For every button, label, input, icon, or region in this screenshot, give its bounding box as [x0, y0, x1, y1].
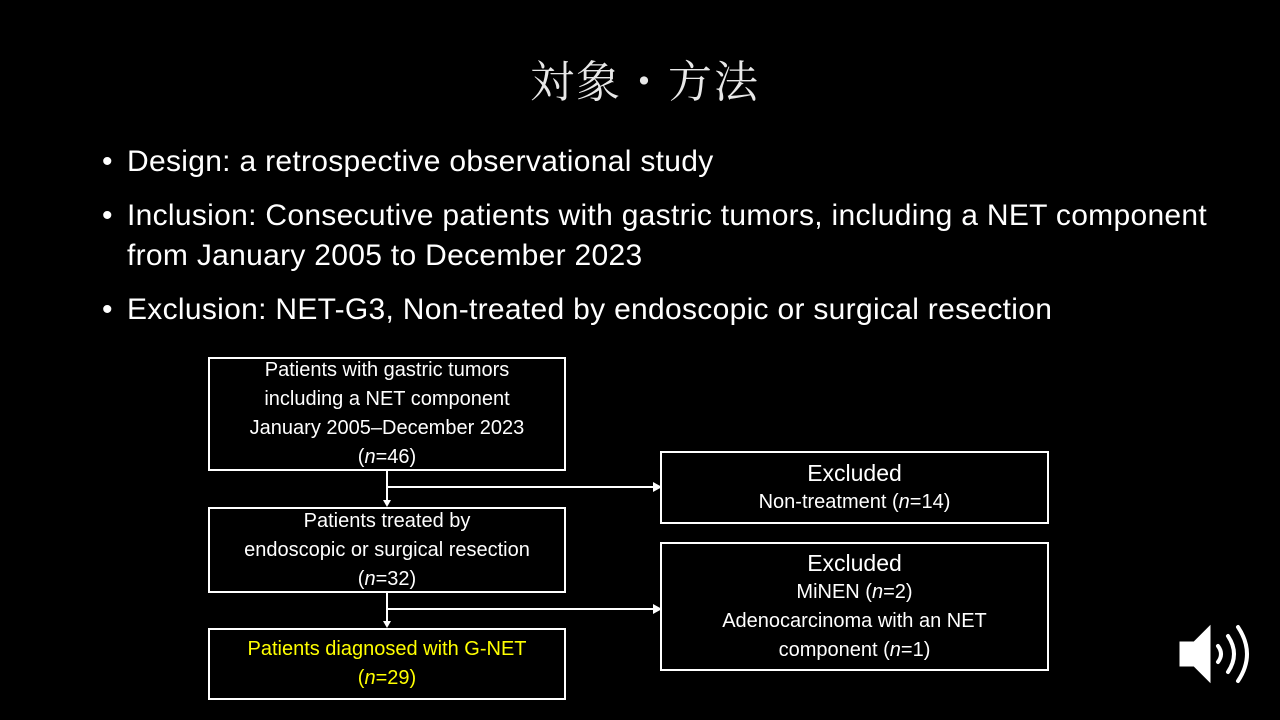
n-open: (: [357, 446, 365, 468]
connector-exclude-2: [387, 608, 653, 610]
speaker-icon[interactable]: [1176, 622, 1256, 686]
n-open: (: [357, 567, 365, 590]
box-line: Patients with gastric tumors: [264, 359, 510, 381]
bullet-text: Inclusion: Consecutive patients with gastric tumors, including a NET component from January 2005 to December 2023: [127, 199, 1208, 272]
box-excluded-non-treatment: [660, 451, 1049, 524]
box-count: [210, 565, 564, 594]
bullet-exclusion: [100, 290, 1220, 330]
item-suffix: =1): [900, 638, 931, 661]
n-value: =46): [375, 446, 417, 468]
box-line: Patients treated by: [303, 509, 471, 532]
item-prefix: component (: [778, 638, 890, 661]
arrow-down-2-3: [383, 621, 391, 628]
box-line: Patients diagnosed with G-NET: [247, 638, 527, 660]
excluded-item: [662, 578, 1047, 607]
bullet-marker: •: [102, 199, 113, 232]
item-prefix: MiNEN (: [796, 580, 872, 603]
n-label: n: [898, 490, 910, 513]
n-label: n: [364, 567, 376, 590]
excluded-item: [662, 636, 1047, 665]
bullet-inclusion: [100, 196, 1220, 276]
bullet-list: [100, 142, 1220, 344]
bullet-text: Exclusion: NET-G3, Non-treated by endoscopic or surgical resection: [127, 293, 1053, 326]
box-line: endoscopic or surgical resection: [244, 538, 530, 561]
bullet-marker: •: [102, 293, 113, 326]
bullet-marker: •: [102, 145, 113, 178]
box-excluded-minen-adeno: [660, 542, 1049, 671]
box-gnet-patients: [208, 628, 566, 700]
item-suffix: =2): [883, 580, 913, 603]
excluded-heading: Excluded: [807, 549, 902, 576]
n-value: =32): [375, 567, 417, 590]
n-value: =29): [375, 667, 417, 689]
n-open: (: [357, 667, 365, 689]
slide-title: 対象・方法: [530, 57, 760, 108]
n-label: n: [364, 446, 376, 468]
bullet-design: [100, 142, 1220, 182]
item-prefix: Non-treatment (: [758, 490, 899, 513]
arrow-right-exclude-2: [653, 604, 662, 614]
box-line: including a NET component: [264, 388, 510, 410]
n-label: n: [871, 580, 884, 603]
box-count: [210, 664, 564, 693]
connector-exclude-1: [387, 486, 653, 488]
box-count: [210, 443, 564, 472]
box-all-patients: [208, 357, 566, 471]
excluded-heading: Excluded: [807, 459, 902, 486]
excluded-item: [662, 488, 1047, 517]
arrow-down-1-2: [383, 500, 391, 507]
item-suffix: =14): [909, 490, 951, 513]
box-treated-patients: [208, 507, 566, 593]
n-label: n: [889, 638, 901, 661]
box-line: January 2005–December 2023: [249, 417, 525, 439]
excluded-item: Adenocarcinoma with an NET: [722, 609, 987, 632]
n-label: n: [364, 667, 376, 689]
arrow-right-exclude-1: [653, 482, 662, 492]
bullet-text: Design: a retrospective observational study: [127, 145, 714, 178]
